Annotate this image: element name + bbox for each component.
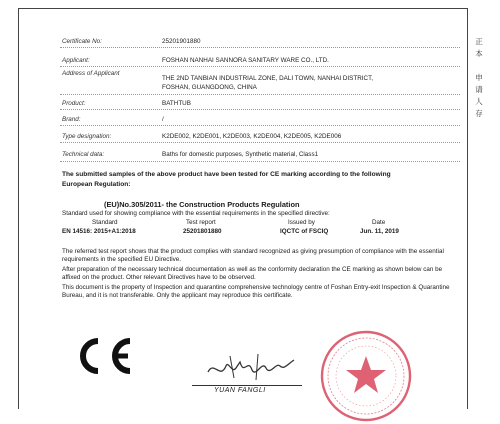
property-paragraph: This document is the property of Inspection and quarantine comprehensive technology centre of Foshan Entry-exit Inspection & Quarantine Bureau, and it is not transferable. Only the applicant may reproduce this certificate. xyxy=(62,284,450,299)
rule xyxy=(60,142,460,143)
product-value: BATHTUB xyxy=(162,100,191,107)
issued-header: Issued by xyxy=(288,219,315,226)
side-char-6: 存 xyxy=(475,109,483,118)
standard-header: Standard xyxy=(92,219,118,226)
address-value-line1: THE 2ND TANBIAN INDUSTRIAL ZONE, DALI TOWN, NANHAI DISTRICT, xyxy=(162,75,373,82)
ce-marking-paragraph: After preparation of the necessary technical documentation as well as the conformity declaration the CE marking as shown below can be affixed on the product. Other relevant Directives have to be observed. xyxy=(62,266,443,281)
rule xyxy=(60,66,460,67)
signatory-name: YUAN FANGLI xyxy=(214,387,266,394)
tested-statement-line1: The submitted samples of the above product have been tested for CE marking according to the following xyxy=(62,171,391,178)
side-char-5: 人 xyxy=(475,97,483,106)
technical-data-label: Technical data: xyxy=(62,151,105,158)
rule xyxy=(60,94,460,95)
brand-label: Brand: xyxy=(62,116,81,123)
date-header: Date xyxy=(372,219,386,226)
address-value-line2: FOSHAN, GUANGDONG, CHINA xyxy=(162,84,257,91)
technical-data-value: Baths for domestic purposes, Synthetic material, Class1 xyxy=(162,151,319,158)
issued-value: IQCTC of FSCIQ xyxy=(280,228,329,235)
signature-scribble xyxy=(200,350,300,386)
side-char-1: 正 xyxy=(475,37,483,46)
standard-value: EN 14516: 2015+A1:2018 xyxy=(62,228,136,235)
regulation-title: (EU)No.305/2011- the Construction Products Regulation xyxy=(104,200,300,209)
certificate-no-label: Certificate No: xyxy=(62,38,102,45)
standard-intro: Standard used for showing compliance with the essential requirements in the specified directive: xyxy=(62,210,330,217)
side-char-4: 请 xyxy=(475,85,483,94)
date-value: Jun. 11, 2019 xyxy=(360,228,399,235)
side-char-2: 本 xyxy=(475,49,483,58)
product-label: Product: xyxy=(62,100,86,107)
type-designation-label: Type designation: xyxy=(62,133,112,140)
report-header: Test report xyxy=(186,219,216,226)
rule xyxy=(60,109,460,110)
address-label: Address of Applicant xyxy=(62,70,120,77)
official-seal-stamp xyxy=(318,328,414,424)
applicant-value: FOSHAN NANHAI SANNORA SANITARY WARE CO., LTD. xyxy=(162,57,329,64)
ce-mark-logo xyxy=(72,335,136,377)
type-designation-value: K2DE002, K2DE001, K2DE003, K2DE004, K2DE005, K2DE006 xyxy=(162,133,342,140)
brand-value: / xyxy=(162,116,164,123)
certificate-no-value: 25201901880 xyxy=(162,38,201,45)
report-value: 25201801880 xyxy=(183,228,222,235)
signature-line xyxy=(192,385,302,386)
side-char-3: 申 xyxy=(475,73,483,82)
rule xyxy=(60,47,460,48)
rule xyxy=(60,125,460,126)
compliance-paragraph: The referred test report shows that the product complies with standard recognized as giving presumption of compliance with the essential requirements in the specified EU Directive. xyxy=(62,248,444,263)
tested-statement-line2: European Regulation: xyxy=(62,181,131,188)
applicant-label: Applicant: xyxy=(62,57,90,64)
rule xyxy=(60,161,460,162)
